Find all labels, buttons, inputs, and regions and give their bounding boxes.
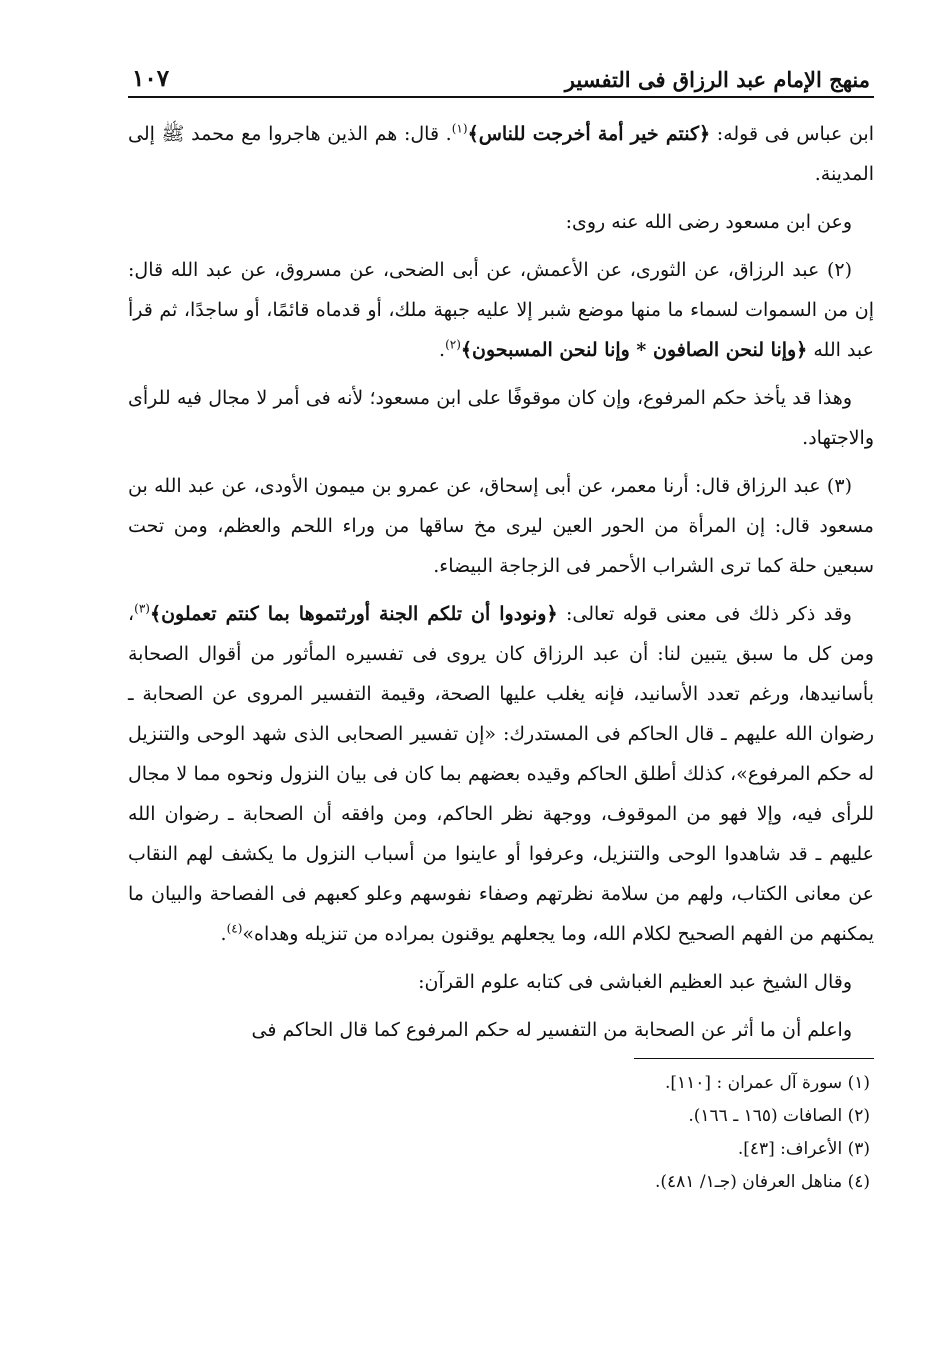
paragraph-5: (٣) عبد الرزاق قال: أرنا معمر، عن أبى إسحاق، عن عمرو بن ميمون الأودى، عن عبد الله بن مسعود قال: إن المرأة من الحور العين ليرى مخ ساقها من وراء اللحم والعظم، ومن تحت سبعين حلة كما ترى الشراب الأحمر فى الزجاجة البيضاء. xyxy=(128,475,874,577)
footnote-2: (٢) الصافات (١٦٥ ـ ١٦٦). xyxy=(688,1106,870,1126)
paragraph-4: وهذا قد يأخذ حكم المرفوع، وإن كان موقوفًا على ابن مسعود؛ لأنه فى أمر لا مجال فيه للرأى والاجتهاد. xyxy=(128,387,874,449)
text-run: وقد ذكر ذلك فى معنى قوله تعالى: xyxy=(557,603,852,625)
page-header xyxy=(128,52,874,98)
text-run: . xyxy=(439,339,446,361)
text-run: . xyxy=(220,923,227,945)
text-run: ابن عباس فى قوله: xyxy=(710,123,874,145)
text-run: . قال: هم الذين هاجروا مع محمد ﷺ إلى المدينة. xyxy=(128,123,874,185)
text-run: (٢) عبد الرزاق، عن الثورى، عن الأعمش، عن أبى الضحى، عن مسروق، عن عبد الله قال: إن من السموات لسماء ما منها موضع شبر إلا عليه جبهة ملك، أو قدماه قائمًا، أو ساجدًا، ثم قرأ عبد الله xyxy=(128,259,874,361)
footnote-1: (١) سورة آل عمران : [١١٠]. xyxy=(664,1073,870,1093)
footnote-ref: (٢) xyxy=(445,337,461,352)
text-run: ، ومن كل ما سبق يتبين لنا: أن عبد الرزاق كان يروى فى تفسيره المأثور من أقوال الصحابة بأسانيدها، ورغم تعدد الأسانيد، فإنه يغلب عليها الصحة، وقيمة التفسير المروى عن الصحابة ـ رضوان الله عليهم ـ قال الحاكم فى المستدرك: «إن تفسير الصحابى الذى شهد الوحى والتنزيل له حكم المرفوع»، كذلك أطلق الحاكم وقيده بعضهم بما كان فى بيان النزول ونحوه مما لا مجال للرأى فيه، وإلا فهو من الموقوف، ووجهة نظر الحاكم، ومن وافقه أن الصحابة ـ رضوان الله عليهم ـ قد شاهدوا الوحى والتنزيل، وعرفوا أو عاينوا من أسباب النزول ما يكشف لهم النقاب عن معانى الكتاب، ولهم من سلامة نظرتهم وصفاء نفوسهم وعلو كعبهم فى الفصاحة والبيان ما يمكنهم من الفهم الصحيح لكلام الله، وما يجعلهم يوقنون بمراده من تنزيله وهداه» xyxy=(128,603,874,945)
paragraph-6 xyxy=(128,594,874,954)
quran-quote: ﴿وإنا لنحن الصافون * وإنا لنحن المسبحون﴾ xyxy=(460,339,808,361)
quran-quote: ﴿ونودوا أن تلكم الجنة أورثتموها بما كنتم تعملون﴾ xyxy=(149,603,558,625)
running-title: منهج الإمام عبد الرزاق فى التفسير xyxy=(564,67,870,92)
quran-quote: ﴿كنتم خير أمة أخرجت للناس﴾ xyxy=(467,123,711,145)
paragraph-2: وعن ابن مسعود رضى الله عنه روى: xyxy=(565,211,852,233)
footnote-3: (٣) الأعراف: [٤٣]. xyxy=(737,1139,870,1159)
footnote-ref: (٤) xyxy=(226,921,243,936)
footnote-ref: (٣) xyxy=(134,601,150,616)
book-page xyxy=(128,52,874,1312)
footnote-4: (٤) مناهل العرفان (جـ١/ ٤٨١). xyxy=(654,1172,870,1192)
footnote-ref: (١) xyxy=(451,121,468,136)
paragraph-8: واعلم أن ما أثر عن الصحابة من التفسير له حكم المرفوع كما قال الحاكم فى xyxy=(251,1019,852,1041)
footnote-divider xyxy=(634,1058,874,1059)
page-number: ١٠٧ xyxy=(132,65,170,92)
footnotes xyxy=(128,1067,874,1199)
page-body xyxy=(128,114,874,1050)
paragraph-7: وقال الشيخ عبد العظيم الغباشى فى كتابه علوم القرآن: xyxy=(418,971,852,993)
paragraph-1 xyxy=(128,114,874,194)
paragraph-3 xyxy=(128,250,874,370)
